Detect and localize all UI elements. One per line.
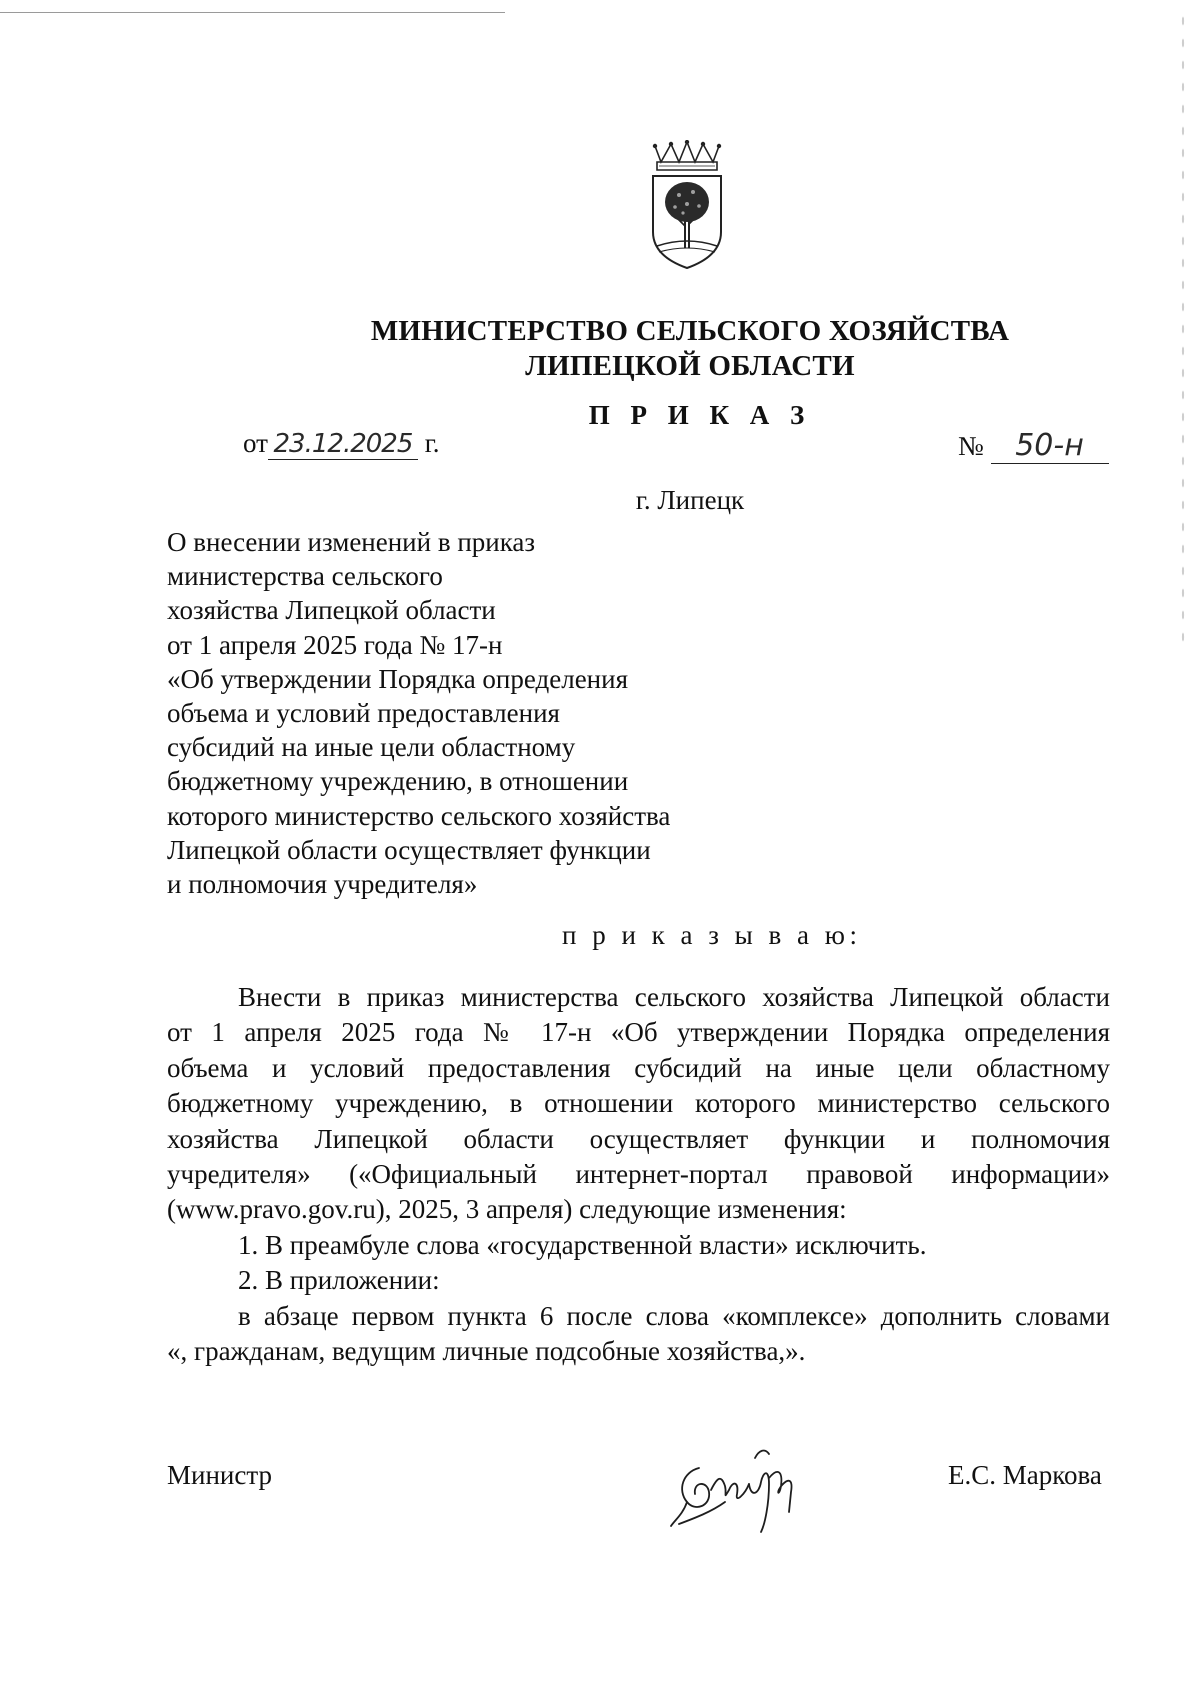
order-body: [167, 980, 1110, 1369]
signatory-name: Е.С. Маркова: [948, 1460, 1102, 1490]
city: г. Липецк: [635, 485, 745, 515]
scan-artifact-line: [0, 12, 505, 13]
order-date: [243, 428, 439, 460]
subject-line: хозяйства Липецкой области: [167, 595, 496, 626]
body-line: учредителя» («Официальный интернет-портал правовой информации»: [167, 1159, 1110, 1190]
subject-line: субсидий на иные цели областному: [167, 732, 576, 763]
order-subject: [167, 525, 670, 901]
subject-line: которого министерство сельского хозяйства: [167, 800, 671, 831]
body-line: (www.pravo.gov.ru), 2025, 3 апреля) следующие изменения:: [167, 1194, 847, 1225]
subject-line: министерства сельского: [167, 561, 443, 592]
number-prefix: №: [958, 431, 984, 461]
body-line: от 1 апреля 2025 года № 17-н «Об утверждении Порядка определения: [167, 1017, 1110, 1048]
ministry-name-line1: МИНИСТЕРСТВО СЕЛЬСКОГО ХОЗЯЙСТВА: [370, 315, 1010, 347]
body-line: объема и условий предоставления субсидий на иные цели областному: [167, 1052, 1110, 1083]
amendment-item-2: 2. В приложении:: [238, 1265, 440, 1296]
number-value: 50-н: [991, 428, 1109, 464]
order-verb: п р и к а з ы в а ю:: [562, 920, 862, 950]
body-line: в абзаце первом пункта 6 после слова «комплексе» дополнить словами: [238, 1300, 1110, 1331]
body-line: бюджетному учреждению, в отношении которого министерство сельского: [167, 1088, 1110, 1119]
order-number: [958, 428, 1109, 464]
date-prefix: от: [243, 428, 268, 458]
subject-line: объема и условий предоставления: [167, 698, 560, 729]
body-line: «, гражданам, ведущим личные подсобные хозяйства,».: [167, 1336, 806, 1367]
subject-line: и полномочия учредителя»: [167, 869, 478, 900]
ministry-name-line2: ЛИПЕЦКОЙ ОБЛАСТИ: [525, 350, 855, 382]
subject-line: от 1 апреля 2025 года № 17-н: [167, 629, 503, 660]
handwritten-signature: [665, 1428, 825, 1538]
amendment-item-1: 1. В преамбуле слова «государственной власти» исключить.: [238, 1229, 927, 1260]
signatory-title: Министр: [167, 1460, 272, 1490]
subject-line: О внесении изменений в приказ: [167, 527, 536, 557]
document-type-title: П Р И К А З: [588, 400, 812, 430]
subject-line: бюджетному учреждению, в отношении: [167, 766, 629, 797]
subject-line: «Об утверждении Порядка определения: [167, 663, 629, 694]
subject-line: Липецкой области осуществляет функции: [167, 834, 651, 865]
body-line: хозяйства Липецкой области осуществляет функции и полномочия: [167, 1123, 1110, 1154]
date-suffix: г.: [424, 428, 440, 458]
coat-of-arms-emblem: [647, 140, 727, 272]
date-value: 23.12.2025: [268, 429, 418, 460]
body-line: Внести в приказ министерства сельского хозяйства Липецкой области: [238, 982, 1110, 1012]
